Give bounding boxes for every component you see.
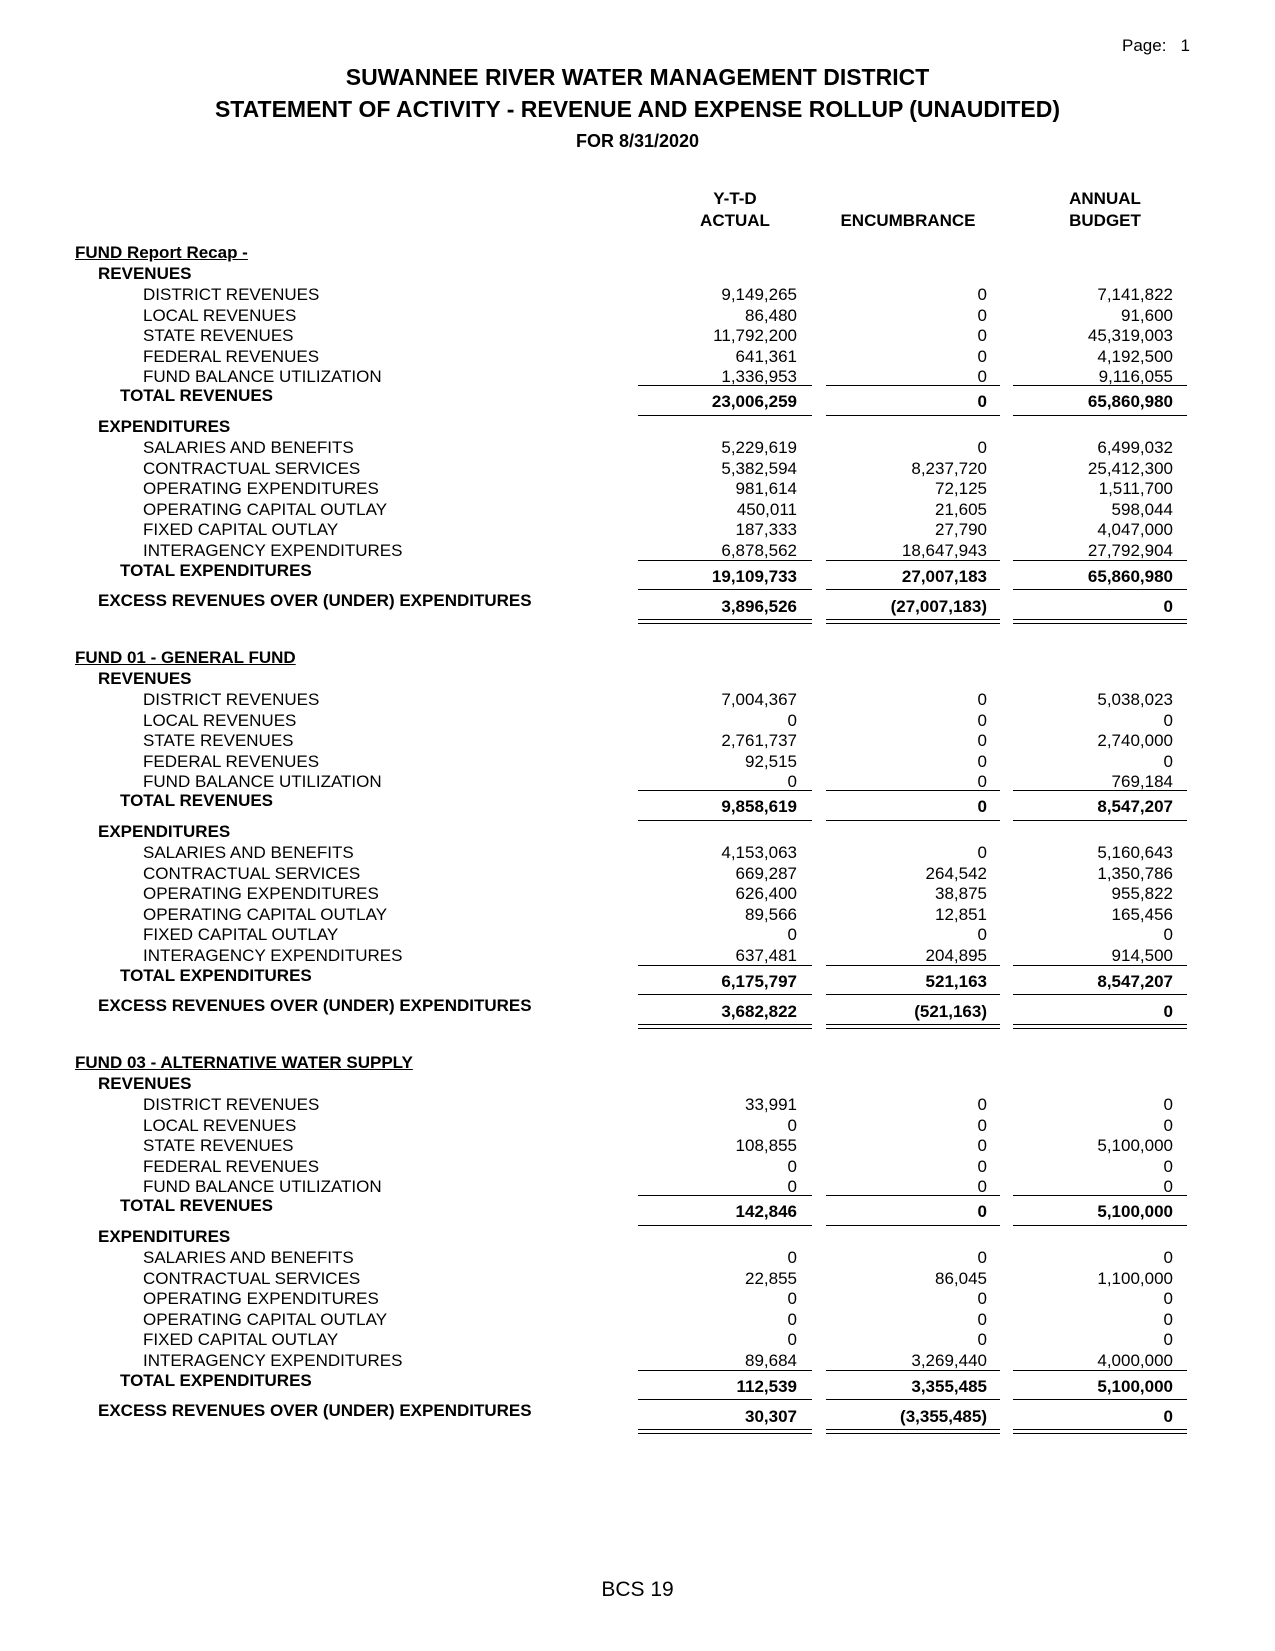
excess-row — [0, 1401, 1275, 1425]
line-item-label: DISTRICT REVENUES — [143, 690, 320, 709]
total-rule — [638, 415, 812, 416]
line-item-label: SALARIES AND BENEFITS — [143, 438, 354, 457]
annual-budget-value: 0 — [1163, 597, 1173, 616]
fund-title: FUND 03 - ALTERNATIVE WATER SUPPLY — [75, 1053, 413, 1072]
page-number-value: 1 — [1180, 36, 1190, 55]
ytd-actual-value: 0 — [787, 1156, 797, 1176]
total-expenditures-label: TOTAL EXPENDITURES — [120, 1371, 312, 1390]
line-item-label: OPERATING CAPITAL OUTLAY — [143, 499, 388, 519]
total-rule — [1013, 1399, 1187, 1400]
total-revenues-label: TOTAL REVENUES — [120, 386, 274, 405]
total-expenditures-label: TOTAL EXPENDITURES — [120, 966, 312, 985]
annual-budget-value: 0 — [1163, 1407, 1173, 1426]
encumbrance-value: 0 — [977, 285, 987, 304]
encumbrance-value: 0 — [977, 392, 987, 411]
fund-section — [0, 243, 1275, 683]
ytd-actual-value: 3,896,526 — [721, 597, 797, 616]
expenditure-row — [0, 1269, 1275, 1291]
total-revenues-label: TOTAL REVENUES — [120, 791, 274, 810]
column-header-annual-budget — [1040, 188, 1170, 232]
total-revenues-row — [0, 386, 1275, 410]
encumbrance-value: 0 — [977, 731, 987, 751]
encumbrance-value: (27,007,183) — [890, 597, 987, 616]
encumbrance-value: 0 — [977, 1177, 987, 1197]
encumbrance-value: 0 — [977, 710, 987, 730]
annual-budget-value: 0 — [1163, 1248, 1173, 1267]
line-item-label: CONTRACTUAL SERVICES — [143, 458, 361, 478]
ytd-actual-value: 0 — [787, 1248, 797, 1267]
ytd-actual-value: 22,855 — [745, 1268, 797, 1288]
annual-budget-value: 165,456 — [1111, 904, 1173, 924]
encumbrance-value: 38,875 — [935, 884, 987, 904]
ytd-actual-value: 23,006,259 — [711, 392, 797, 411]
ytd-actual-value: 981,614 — [735, 479, 797, 499]
annual-budget-value: 0 — [1163, 1289, 1173, 1309]
line-item-label: CONTRACTUAL SERVICES — [143, 1268, 361, 1288]
revenue-row — [0, 752, 1275, 774]
expenditures-heading: EXPENDITURES — [98, 822, 231, 841]
report-subtitle: STATEMENT OF ACTIVITY - REVENUE AND EXPENSE ROLLUP (UNAUDITED) — [214, 96, 1061, 122]
encumbrance-value: 0 — [977, 1095, 987, 1114]
double-underline — [1013, 619, 1187, 624]
ytd-actual-value: 108,855 — [735, 1136, 797, 1156]
line-item-label: FEDERAL REVENUES — [143, 1156, 320, 1176]
annual-budget-value: 914,500 — [1111, 946, 1173, 965]
total-rule — [826, 1399, 1000, 1400]
revenue-row — [0, 306, 1275, 328]
encumbrance-value: 3,269,440 — [911, 1351, 987, 1370]
double-underline — [826, 1024, 1000, 1029]
total-rule — [1013, 820, 1187, 821]
fund-section — [0, 648, 1275, 1088]
encumbrance-value: 0 — [977, 1202, 987, 1221]
total-rule — [638, 589, 812, 590]
annual-budget-value: 7,141,822 — [1097, 285, 1173, 304]
line-item-label: LOCAL REVENUES — [143, 710, 297, 730]
total-rule — [826, 415, 1000, 416]
line-item-label: STATE REVENUES — [143, 1136, 294, 1156]
expenditure-row — [0, 905, 1275, 927]
encumbrance-value: 21,605 — [935, 499, 987, 519]
encumbrance-value: 0 — [977, 326, 987, 346]
fund-section — [0, 1053, 1275, 1493]
encumbrance-value: 0 — [977, 1136, 987, 1156]
ytd-actual-value: 92,515 — [745, 751, 797, 771]
total-rule — [1013, 415, 1187, 416]
ytd-actual-value: 7,004,367 — [721, 690, 797, 709]
expenditure-row — [0, 1310, 1275, 1332]
annual-budget-value: 5,100,000 — [1097, 1136, 1173, 1156]
ytd-actual-value: 6,175,797 — [721, 972, 797, 991]
annual-budget-value: 4,192,500 — [1097, 346, 1173, 366]
ytd-actual-value: 637,481 — [735, 946, 797, 965]
total-rule — [1013, 589, 1187, 590]
encumbrance-value: 72,125 — [935, 479, 987, 499]
double-underline — [1013, 1024, 1187, 1029]
column-header-budget-line2: BUDGET — [1069, 211, 1141, 230]
total-rule — [826, 589, 1000, 590]
encumbrance-value: 0 — [977, 438, 987, 457]
total-rule — [638, 820, 812, 821]
annual-budget-value: 8,547,207 — [1097, 797, 1173, 816]
line-item-label: DISTRICT REVENUES — [143, 285, 320, 304]
revenues-heading: REVENUES — [98, 669, 192, 688]
total-expenditures-row — [0, 966, 1275, 990]
column-header-budget-line1: ANNUAL — [1069, 189, 1141, 208]
excess-label: EXCESS REVENUES OVER (UNDER) EXPENDITURES — [98, 1401, 532, 1420]
line-item-label: INTERAGENCY EXPENDITURES — [143, 946, 403, 965]
annual-budget-value: 9,116,055 — [1098, 367, 1173, 387]
expenditure-row — [0, 864, 1275, 886]
annual-budget-value: 8,547,207 — [1097, 972, 1173, 991]
expenditure-row — [0, 500, 1275, 522]
annual-budget-value: 25,412,300 — [1087, 458, 1173, 478]
line-item-label: SALARIES AND BENEFITS — [143, 1248, 354, 1267]
annual-budget-value: 5,038,023 — [1097, 690, 1173, 709]
encumbrance-value: 3,355,485 — [911, 1377, 987, 1396]
encumbrance-value: 0 — [977, 925, 987, 945]
encumbrance-value: 0 — [977, 1115, 987, 1135]
encumbrance-value: 0 — [977, 1309, 987, 1329]
revenue-row — [0, 731, 1275, 753]
encumbrance-value: 0 — [977, 751, 987, 771]
line-item-label: SALARIES AND BENEFITS — [143, 843, 354, 862]
line-item-label: OPERATING CAPITAL OUTLAY — [143, 904, 388, 924]
revenue-row — [0, 1116, 1275, 1138]
excess-label: EXCESS REVENUES OVER (UNDER) EXPENDITURES — [98, 996, 532, 1015]
ytd-actual-value: 89,566 — [745, 904, 797, 924]
report-date: FOR 8/31/2020 — [575, 131, 700, 151]
line-item-label: INTERAGENCY EXPENDITURES — [143, 541, 403, 560]
double-underline — [638, 1024, 812, 1029]
encumbrance-value: 0 — [977, 1156, 987, 1176]
encumbrance-value: 264,542 — [925, 863, 987, 883]
total-rule — [1013, 994, 1187, 995]
total-rule — [826, 1225, 1000, 1226]
annual-budget-value: 769,184 — [1111, 772, 1173, 792]
annual-budget-value: 955,822 — [1111, 884, 1173, 904]
line-item-label: LOCAL REVENUES — [143, 305, 297, 325]
line-item-label: OPERATING EXPENDITURES — [143, 884, 379, 904]
double-underline — [826, 1429, 1000, 1434]
ytd-actual-value: 641,361 — [735, 346, 797, 366]
annual-budget-value: 1,350,786 — [1097, 863, 1173, 883]
double-underline — [638, 1429, 812, 1434]
ytd-actual-value: 19,109,733 — [711, 567, 797, 586]
fund-title: FUND Report Recap - — [75, 243, 248, 262]
total-rule — [826, 994, 1000, 995]
revenues-heading: REVENUES — [98, 264, 192, 283]
annual-budget-value: 6,499,032 — [1097, 438, 1173, 457]
page-footer: BCS 19 — [601, 1578, 674, 1601]
expenditure-row — [0, 843, 1275, 865]
encumbrance-value: 521,163 — [925, 972, 987, 991]
page-label: Page: — [1122, 36, 1167, 55]
excess-label: EXCESS REVENUES OVER (UNDER) EXPENDITURES — [98, 591, 532, 610]
encumbrance-value: 86,045 — [935, 1268, 987, 1288]
ytd-actual-value: 4,153,063 — [721, 843, 797, 862]
encumbrance-value: 0 — [977, 772, 987, 792]
annual-budget-value: 0 — [1163, 751, 1173, 771]
ytd-actual-value: 3,682,822 — [721, 1002, 797, 1021]
ytd-actual-value: 669,287 — [735, 863, 797, 883]
ytd-actual-value: 0 — [787, 710, 797, 730]
ytd-actual-value: 0 — [787, 1177, 797, 1197]
encumbrance-value: 12,851 — [935, 904, 987, 924]
expenditures-heading: EXPENDITURES — [98, 417, 231, 436]
ytd-actual-value: 86,480 — [745, 305, 797, 325]
annual-budget-value: 0 — [1163, 710, 1173, 730]
ytd-actual-value: 112,539 — [736, 1377, 797, 1396]
excess-row — [0, 996, 1275, 1020]
annual-budget-value: 1,511,700 — [1098, 479, 1173, 499]
annual-budget-value: 4,047,000 — [1097, 520, 1173, 540]
annual-budget-value: 598,044 — [1111, 499, 1173, 519]
total-rule — [1013, 1225, 1187, 1226]
ytd-actual-value: 0 — [787, 1289, 797, 1309]
encumbrance-value: 0 — [977, 367, 987, 387]
ytd-actual-value: 450,011 — [736, 499, 797, 519]
excess-row — [0, 591, 1275, 615]
column-header-ytd-actual — [670, 188, 800, 232]
annual-budget-value: 5,100,000 — [1097, 1202, 1173, 1221]
annual-budget-value: 65,860,980 — [1087, 392, 1173, 411]
total-rule — [638, 1225, 812, 1226]
annual-budget-value: 45,319,003 — [1087, 326, 1173, 346]
ytd-actual-value: 11,792,200 — [713, 326, 797, 346]
ytd-actual-value: 142,846 — [735, 1202, 797, 1221]
report-title: SUWANNEE RIVER WATER MANAGEMENT DISTRICT — [345, 64, 930, 90]
column-header-ytd-line2: ACTUAL — [700, 211, 770, 230]
revenue-row — [0, 711, 1275, 733]
line-item-label: FUND BALANCE UTILIZATION — [143, 367, 382, 387]
column-header-ytd-line1: Y-T-D — [713, 189, 757, 208]
revenue-row — [0, 690, 1275, 712]
total-expenditures-label: TOTAL EXPENDITURES — [120, 561, 312, 580]
expenditure-row — [0, 925, 1275, 947]
annual-budget-value: 2,740,000 — [1097, 731, 1173, 751]
annual-budget-value: 0 — [1163, 1095, 1173, 1114]
encumbrance-value: 27,007,183 — [901, 567, 987, 586]
encumbrance-value: 0 — [977, 346, 987, 366]
ytd-actual-value: 9,149,265 — [721, 285, 797, 304]
encumbrance-value: 0 — [977, 843, 987, 862]
encumbrance-value: (521,163) — [914, 1002, 987, 1021]
total-expenditures-row — [0, 1371, 1275, 1395]
annual-budget-value: 4,000,000 — [1097, 1351, 1173, 1370]
annual-budget-value: 91,600 — [1121, 305, 1173, 325]
encumbrance-value: 0 — [977, 1248, 987, 1267]
double-underline — [826, 619, 1000, 624]
encumbrance-value: 0 — [977, 797, 987, 816]
revenue-row — [0, 1095, 1275, 1117]
ytd-actual-value: 0 — [787, 925, 797, 945]
line-item-label: FUND BALANCE UTILIZATION — [143, 772, 382, 792]
line-item-label: STATE REVENUES — [143, 731, 294, 751]
encumbrance-value: 0 — [977, 305, 987, 325]
expenditure-row — [0, 1248, 1275, 1270]
ytd-actual-value: 0 — [787, 772, 797, 792]
encumbrance-value: 18,647,943 — [901, 541, 987, 560]
ytd-actual-value: 0 — [787, 1309, 797, 1329]
expenditures-heading: EXPENDITURES — [98, 1227, 231, 1246]
annual-budget-value: 0 — [1163, 1115, 1173, 1135]
encumbrance-value: 27,790 — [935, 520, 987, 540]
encumbrance-value: 0 — [977, 1330, 987, 1350]
line-item-label: INTERAGENCY EXPENDITURES — [143, 1351, 403, 1370]
ytd-actual-value: 2,761,737 — [721, 731, 797, 751]
annual-budget-value: 1,100,000 — [1097, 1268, 1173, 1288]
annual-budget-value: 65,860,980 — [1087, 567, 1173, 586]
ytd-actual-value: 6,878,562 — [721, 541, 797, 560]
ytd-actual-value: 626,400 — [735, 884, 797, 904]
revenues-heading: REVENUES — [98, 1074, 192, 1093]
double-underline — [638, 619, 812, 624]
encumbrance-value: 0 — [977, 690, 987, 709]
ytd-actual-value: 30,307 — [745, 1407, 797, 1426]
revenue-row — [0, 285, 1275, 307]
annual-budget-value: 0 — [1163, 925, 1173, 945]
revenue-row — [0, 347, 1275, 369]
line-item-label: LOCAL REVENUES — [143, 1115, 297, 1135]
annual-budget-value: 0 — [1163, 1177, 1173, 1197]
expenditure-row — [0, 520, 1275, 542]
line-item-label: FIXED CAPITAL OUTLAY — [143, 520, 339, 540]
total-revenues-row — [0, 1196, 1275, 1220]
line-item-label: FUND BALANCE UTILIZATION — [143, 1177, 382, 1197]
total-revenues-label: TOTAL REVENUES — [120, 1196, 274, 1215]
total-expenditures-row — [0, 561, 1275, 585]
annual-budget-value: 0 — [1163, 1309, 1173, 1329]
line-item-label: FIXED CAPITAL OUTLAY — [143, 925, 339, 945]
ytd-actual-value: 0 — [787, 1115, 797, 1135]
double-underline — [1013, 1429, 1187, 1434]
encumbrance-value: 8,237,720 — [911, 458, 987, 478]
expenditure-row — [0, 479, 1275, 501]
line-item-label: STATE REVENUES — [143, 326, 294, 346]
ytd-actual-value: 1,336,953 — [721, 367, 797, 387]
annual-budget-value: 5,160,643 — [1097, 843, 1173, 862]
page-number — [1122, 36, 1190, 56]
fund-title: FUND 01 - GENERAL FUND — [75, 648, 296, 667]
ytd-actual-value: 187,333 — [735, 520, 797, 540]
annual-budget-value: 0 — [1163, 1330, 1173, 1350]
annual-budget-value: 5,100,000 — [1097, 1377, 1173, 1396]
total-revenues-row — [0, 791, 1275, 815]
encumbrance-value: 204,895 — [925, 946, 987, 965]
expenditure-row — [0, 459, 1275, 481]
column-header-encumbrance: ENCUMBRANCE — [840, 211, 976, 230]
line-item-label: FEDERAL REVENUES — [143, 346, 320, 366]
expenditure-row — [0, 1330, 1275, 1352]
line-item-label: OPERATING EXPENDITURES — [143, 479, 379, 499]
annual-budget-value: 0 — [1163, 1156, 1173, 1176]
total-rule — [638, 1399, 812, 1400]
line-item-label: CONTRACTUAL SERVICES — [143, 863, 361, 883]
ytd-actual-value: 5,229,619 — [721, 438, 797, 457]
ytd-actual-value: 0 — [787, 1330, 797, 1350]
ytd-actual-value: 9,858,619 — [721, 797, 797, 816]
line-item-label: OPERATING CAPITAL OUTLAY — [143, 1309, 388, 1329]
revenue-row — [0, 1157, 1275, 1179]
expenditure-row — [0, 884, 1275, 906]
line-item-label: FIXED CAPITAL OUTLAY — [143, 1330, 339, 1350]
expenditure-row — [0, 1289, 1275, 1311]
total-rule — [826, 820, 1000, 821]
revenue-row — [0, 326, 1275, 348]
line-item-label: FEDERAL REVENUES — [143, 751, 320, 771]
revenue-row — [0, 1136, 1275, 1158]
expenditure-row — [0, 438, 1275, 460]
annual-budget-value: 0 — [1163, 1002, 1173, 1021]
total-rule — [638, 994, 812, 995]
ytd-actual-value: 5,382,594 — [721, 458, 797, 478]
encumbrance-value: (3,355,485) — [900, 1407, 987, 1426]
ytd-actual-value: 33,991 — [745, 1095, 797, 1114]
annual-budget-value: 27,792,904 — [1087, 541, 1173, 560]
encumbrance-value: 0 — [977, 1289, 987, 1309]
line-item-label: DISTRICT REVENUES — [143, 1095, 320, 1114]
line-item-label: OPERATING EXPENDITURES — [143, 1289, 379, 1309]
ytd-actual-value: 89,684 — [745, 1351, 797, 1370]
